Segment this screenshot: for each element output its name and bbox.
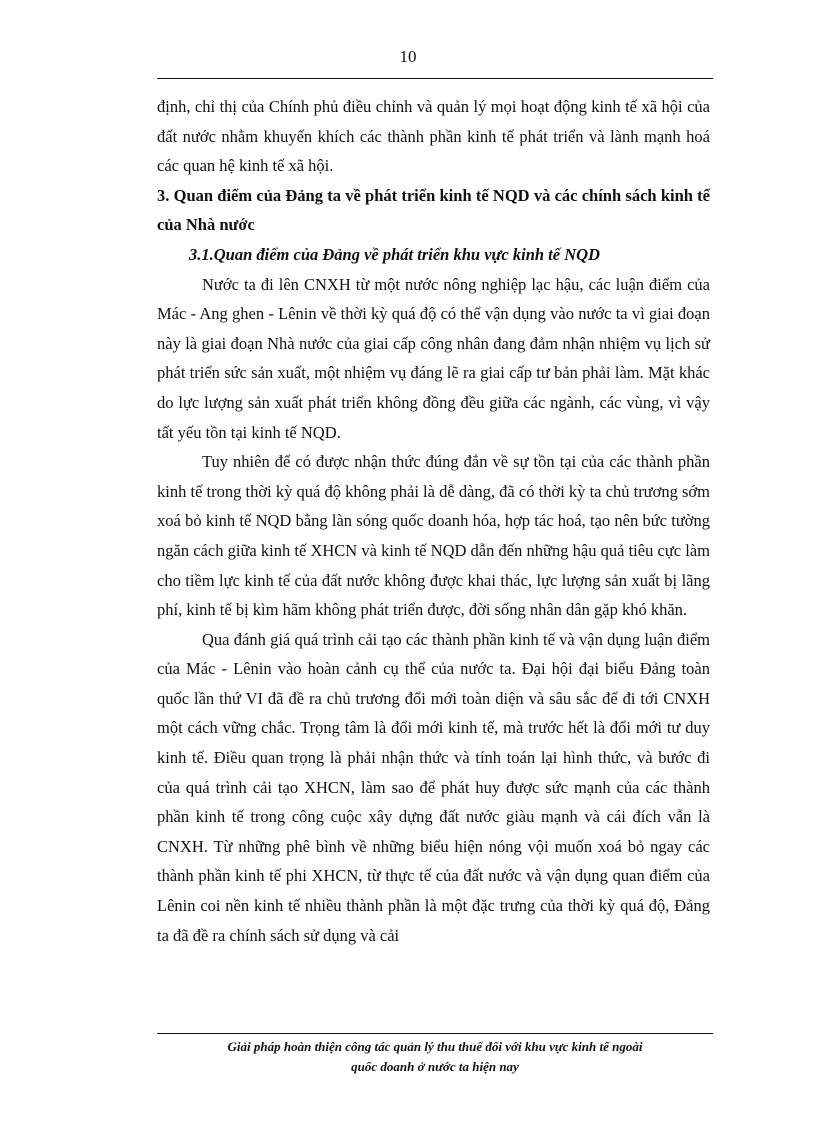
body-paragraph: Tuy nhiên để có được nhận thức đúng đắn về sự tồn tại của các thành phần kinh tế trong thời kỳ quá độ không phải là dễ dàng, đã có thời kỳ ta chủ trương sớm xoá bỏ kinh tế NQD bằng làn sóng quốc doanh hóa, hợp tác hoá, tạo nên bức tường ngăn cách giữa kinh tế XHCN và kinh tế NQD dẫn đến những hậu quả tiêu cực làm cho tiềm lực kinh tế của đất nước không được khai thác, lực lượng sản xuất bị lãng phí, kinh tế bị kìm hãm không phát triển được, đời sống nhân dân gặp khó khăn. [157,452,710,620]
footer-title-line-2: quốc doanh ở nước ta hiện nay [351,1059,519,1074]
header-divider [157,78,713,79]
footer-divider [157,1033,713,1034]
page-number: 10 [399,47,417,66]
footer-title-line-1: Giải pháp hoàn thiện công tác quản lý thu thuế đối với khu vực kinh tế ngoài [227,1039,643,1054]
lead-paragraph: định, chỉ thị của Chính phủ điều chỉnh và quản lý mọi hoạt động kinh tế xã hội của đất nước nhằm khuyến khích các thành phần kinh tế phát triển và lành mạnh hoá các quan hệ kinh tế xã hội. [157,97,710,176]
body-paragraph: Qua đánh giá quá trình cải tạo các thành phần kinh tế và vận dụng luận điểm của Mác - Lênin vào hoàn cảnh cụ thể của nước ta. Đại hội đại biểu Đảng toàn quốc lần thứ VI đã đề ra chủ trương đổi mới toàn diện và sâu sắc để đi tới CNXH một cách vững chắc. Trọng tâm là đổi mới kinh tế, mà trước hết là đổi mới tư duy kinh tế. Điều quan trọng là phải nhận thức và tính toán lại hình thức, và bước đi của quá trình cải tạo XHCN, làm sao để phát huy được sức mạnh của các thành phần kinh tế trong công cuộc xây dựng đất nước giàu mạnh và cái đích vẫn là CNXH. Từ những phê bình về những biểu hiện nóng vội muốn xoá bỏ ngay các thành phần kinh tế phi XHCN, từ thực tế của đất nước và vận dụng quan điểm của Lênin coi nền kinh tế nhiều thành phần là một đặc trưng của thời kỳ quá độ, Đảng ta đã đề ra chính sách sử dụng và cải [157,629,710,945]
section-heading: 3. Quan điểm của Đảng ta về phát triển kinh tế NQD và các chính sách kinh tế của Nhà nước [157,185,710,235]
subsection-heading: 3.1.Quan điểm của Đảng về phát triển khu vực kinh tế NQD [189,244,600,264]
running-footer [157,1037,713,1077]
document-body [157,92,710,950]
body-paragraph: Nước ta đi lên CNXH từ một nước nông nghiệp lạc hậu, các luận điểm của Mác - Ang ghen - Lênin về thời kỳ quá độ có thể vận dụng vào nước ta vì giai đoạn này là giai đoạn Nhà nước của giai cấp công nhân đang đảm nhận nhiệm vụ lịch sử phát triển sức sản xuất, một nhiệm vụ đáng lẽ ra giai cấp tư bản phải làm. Mặt khác do lực lượng sản xuất phát triển không đồng đều giữa các ngành, các vùng, vì vậy tất yếu tồn tại kinh tế NQD. [157,274,710,442]
